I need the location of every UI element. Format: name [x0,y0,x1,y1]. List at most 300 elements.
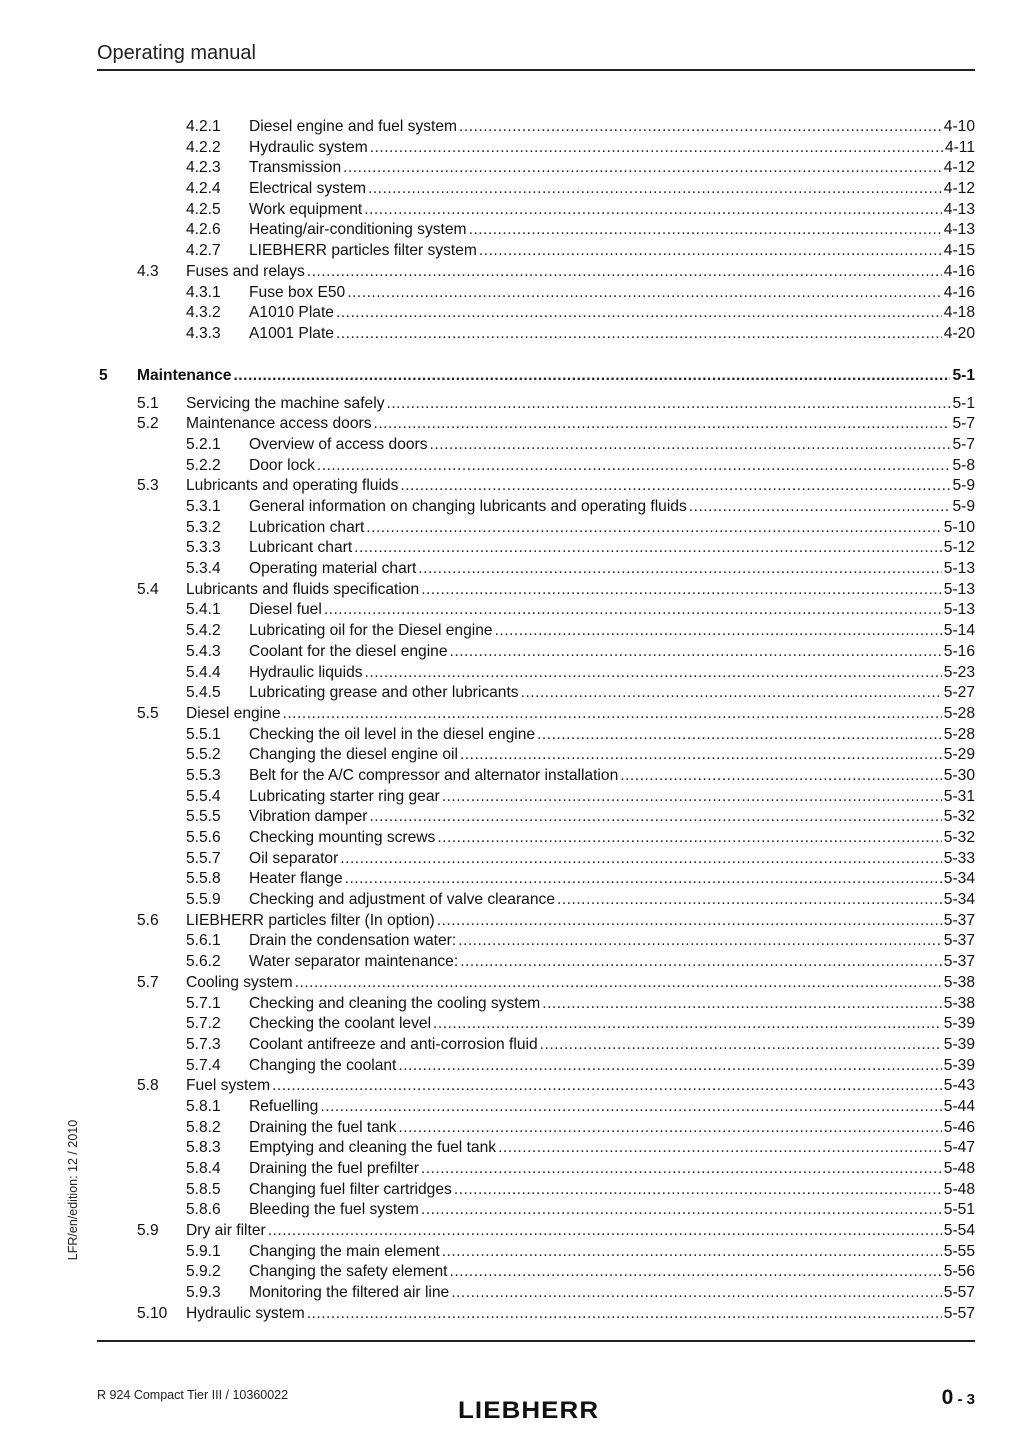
toc-section-number: 4.2.5 [186,200,221,218]
toc-dot-leader [689,497,951,518]
toc-entry-text [249,1283,975,1304]
toc-section-number: 5.5 [137,704,159,722]
toc-entry[interactable] [97,683,975,704]
toc-entry[interactable] [97,1138,975,1159]
toc-page-number: 5-54 [943,1222,975,1240]
toc-page-number: 5-13 [943,580,975,598]
toc-entry-text [186,1221,975,1242]
toc-page-number: 4-20 [943,324,975,342]
toc-page-number: 5-33 [943,849,975,867]
toc-dot-leader [374,414,951,435]
toc-page-number: 5-9 [952,477,975,495]
toc-entry[interactable] [97,1014,975,1035]
toc-section-title: Lubrication chart [249,518,365,536]
toc-section-title: Emptying and cleaning the fuel tank [249,1139,497,1157]
toc-dot-leader [479,241,942,262]
toc-section-title: Changing the coolant [249,1056,397,1074]
toc-dot-leader [336,303,942,324]
toc-entry[interactable] [97,1180,975,1201]
toc-entry-text [249,931,975,952]
toc-dot-leader [620,766,942,787]
toc-section-number: 5.8.6 [186,1201,221,1219]
page-number [942,1386,975,1410]
toc-page-number: 5-1 [952,394,975,412]
toc-entry[interactable] [97,518,975,539]
toc-section-number: 4.2.4 [186,180,221,198]
toc-entry[interactable] [97,538,975,559]
toc-dot-leader [557,890,942,911]
toc-entry[interactable] [97,435,975,456]
toc-page-number: 5-27 [943,684,975,702]
toc-section-number: 5.8.3 [186,1139,221,1157]
toc-page-number: 5-47 [943,1139,975,1157]
toc-entry-text [186,476,975,497]
toc-entry-text [249,725,975,746]
toc-section-number: 5.5.4 [186,787,221,805]
toc-section-number: 5.3.2 [186,518,221,536]
toc-entry-text [186,973,975,994]
toc-section-number: 5.8.1 [186,1097,221,1115]
toc-section-number: 5.5.9 [186,891,221,909]
toc-dot-leader [442,787,942,808]
toc-section-title: Vibration damper [249,808,368,826]
toc-entry-text [249,745,975,766]
toc-dot-leader [324,600,942,621]
toc-section-number: 5 [99,366,108,384]
toc-page-number: 4-12 [943,180,975,198]
toc-entry[interactable] [97,414,975,435]
toc-entry[interactable] [97,1159,975,1180]
toc-dot-leader [345,869,942,890]
toc-entry-text [249,849,975,870]
toc-section-title: Overview of access doors [249,435,428,453]
toc-dot-leader [437,828,941,849]
toc-entry-text [249,787,975,808]
toc-section-number: 5.5.3 [186,766,221,784]
toc-section-title: Lubricating oil for the Diesel engine [249,622,493,640]
toc-page-number: 5-48 [943,1180,975,1198]
toc-page-number: 5-12 [943,539,975,557]
toc-page-number: 5-7 [952,435,975,453]
toc-dot-leader [458,931,942,952]
toc-entry-text [249,1014,975,1035]
toc-entry[interactable] [97,725,975,746]
toc-entry[interactable] [97,1076,975,1097]
toc-section-title: Lubricating starter ring gear [249,787,440,805]
toc-entry[interactable] [97,476,975,497]
toc-section-title: Electrical system [249,180,366,198]
toc-entry[interactable] [97,807,975,828]
toc-section-title: Fuses and relays [186,262,305,280]
toc-section-number: 5.7 [137,973,159,991]
toc-section-title: Checking and cleaning the cooling system [249,994,541,1012]
toc-page-number: 4-18 [943,304,975,322]
toc-dot-leader [295,973,942,994]
toc-dot-leader [450,1262,942,1283]
toc-section-number: 5.4 [137,580,159,598]
toc-section-number: 4.3.2 [186,304,221,322]
toc-dot-leader [469,220,942,241]
toc-section-number: 4.3.3 [186,324,221,342]
toc-entry-text [249,179,975,200]
toc-section-title: Coolant antifreeze and anti-corrosion fluid [249,1035,538,1053]
toc-entry[interactable] [97,890,975,911]
toc-entry-text [249,138,975,159]
toc-dot-leader [451,1283,942,1304]
toc-section-number: 5.4.3 [186,642,221,660]
toc-section-number: 5.4.5 [186,684,221,702]
toc-section-title: Hydraulic system [186,1304,305,1322]
toc-entry[interactable] [97,1056,975,1077]
toc-dot-leader [400,476,950,497]
toc-entry[interactable] [97,704,975,725]
toc-dot-leader [542,994,942,1015]
toc-section-title: A1010 Plate [249,304,334,322]
toc-dot-leader [398,1118,941,1139]
toc-section-number: 5.2.2 [186,456,221,474]
toc-entry[interactable] [97,1242,975,1263]
toc-entry[interactable] [97,220,975,241]
toc-entry[interactable] [97,869,975,890]
toc-page-number: 5-38 [943,994,975,1012]
toc-entry-text [249,497,975,518]
toc-section-number: 5.8.5 [186,1180,221,1198]
toc-section-title: Maintenance access doors [186,415,372,433]
toc-entry-text [249,869,975,890]
toc-section-title: Checking the oil level in the diesel engine [249,725,536,743]
toc-dot-leader [459,117,942,138]
table-of-contents [97,117,975,1325]
toc-page-number: 5-43 [943,1077,975,1095]
toc-section-title: Diesel engine and fuel system [249,118,458,135]
toc-page-number: 5-7 [952,415,975,433]
toc-entry-text [249,1138,975,1159]
header-divider [97,69,975,71]
toc-page-number: 5-46 [943,1118,975,1136]
toc-page-number: 5-13 [943,560,975,578]
toc-entry[interactable] [97,787,975,808]
toc-entry-text [249,952,975,973]
toc-page-number: 5-31 [943,787,975,805]
toc-entry[interactable] [97,200,975,221]
toc-section-number: 5.5.6 [186,829,221,846]
toc-section-title: Diesel fuel [249,601,322,619]
toc-section-number: 5.3.1 [186,498,221,515]
toc-entry[interactable] [97,621,975,642]
toc-entry-text [137,366,975,386]
toc-entry[interactable] [97,241,975,262]
toc-entry-text [249,324,975,345]
toc-section-title: Draining the fuel prefilter [249,1160,419,1177]
toc-page-number: 4-13 [943,200,975,218]
toc-section-title: Changing the main element [249,1242,440,1260]
toc-entry[interactable] [97,642,975,663]
toc-dot-leader [307,262,942,283]
toc-entry[interactable] [97,766,975,787]
toc-entry-text [186,911,975,932]
toc-page-number: 4-15 [943,242,975,260]
toc-page-number: 5-37 [943,911,975,929]
toc-entry-text [249,1200,975,1221]
toc-dot-leader [283,704,942,725]
toc-entry[interactable] [97,1118,975,1139]
toc-entry-text [249,1180,975,1201]
toc-entry-text [186,1304,975,1325]
toc-section-title: Heater flange [249,870,343,888]
toc-entry[interactable] [97,394,975,415]
toc-dot-leader [272,1076,942,1097]
toc-dot-leader [233,366,950,386]
toc-dot-leader [336,324,942,345]
toc-section-title: Monitoring the filtered air line [249,1284,450,1302]
toc-entry-text [249,220,975,241]
toc-entry-text [249,241,975,262]
toc-entry[interactable] [97,663,975,684]
toc-page-number: 4-16 [943,262,975,280]
toc-entry[interactable] [97,952,975,973]
toc-dot-leader [307,1304,942,1325]
toc-page-number: 5-55 [943,1242,975,1260]
toc-entry-text [249,435,975,456]
toc-page-number: 5-34 [943,891,975,909]
toc-section-number: 5.7.4 [186,1056,221,1074]
toc-entry-text [249,828,975,849]
toc-section-number: 5.5.7 [186,849,221,867]
toc-entry-text [186,580,975,601]
toc-page-number: 5-23 [943,663,975,681]
toc-dot-leader [368,179,942,200]
toc-section-number: 5.5.5 [186,808,221,826]
toc-section-number: 5.4.2 [186,622,221,640]
toc-entry[interactable] [97,497,975,518]
toc-entry-text [186,704,975,725]
toc-section-title: Oil separator [249,849,339,867]
toc-entry[interactable] [97,994,975,1015]
toc-section-title: Fuel system [186,1077,271,1095]
toc-entry-text [249,1056,975,1077]
toc-section-number: 5.9.2 [186,1263,221,1281]
toc-entry[interactable] [97,283,975,304]
toc-entry[interactable] [97,456,975,477]
toc-section-title: Drain the condensation water: [249,932,457,950]
toc-entry[interactable] [97,849,975,870]
toc-section-number: 5.7.2 [186,1015,221,1033]
toc-dot-leader [430,435,951,456]
toc-section-number: 5.9 [137,1222,159,1240]
toc-entry-text [249,303,975,324]
toc-dot-leader [369,807,941,828]
toc-section-number: 5.6.2 [186,953,221,971]
toc-entry-text [249,1118,975,1139]
toc-entry[interactable] [97,580,975,601]
toc-section-number: 5.7.1 [186,994,221,1012]
toc-section-title: Hydraulic system [249,138,368,156]
toc-entry[interactable] [97,262,975,283]
toc-section-title: Door lock [249,456,315,474]
toc-section-number: 5.8 [137,1077,159,1095]
toc-entry-text [249,890,975,911]
toc-entry-text [249,117,975,138]
toc-entry[interactable] [97,1035,975,1056]
toc-dot-leader [364,200,942,221]
toc-dot-leader [418,559,942,580]
toc-dot-leader [365,663,942,684]
toc-section-title: Cooling system [186,973,293,991]
toc-section-number: 5.4.1 [186,601,221,619]
toc-section-number: 5.3 [137,477,159,495]
toc-entry[interactable] [97,179,975,200]
toc-section-title: Diesel engine [186,704,281,722]
toc-dot-leader [521,683,942,704]
toc-section-number: 4.2.3 [186,159,221,177]
toc-entry-text [249,1262,975,1283]
toc-section-title: Lubricant chart [249,539,353,557]
footer-divider [97,1340,975,1342]
toc-dot-leader [340,849,942,870]
toc-section-title: LIEBHERR particles filter (In option) [186,911,435,929]
toc-section-number: 5.5.1 [186,725,221,743]
toc-section-number: 4.2.2 [186,138,221,156]
toc-entry-text [249,600,975,621]
toc-section-number: 5.1 [137,394,159,412]
toc-section-title: Checking the coolant level [249,1015,432,1033]
toc-entry[interactable] [97,1283,975,1304]
toc-page-number: 5-38 [943,973,975,991]
toc-section-title: Checking and adjustment of valve clearance [249,891,555,909]
toc-section-number: 4.3.1 [186,283,221,301]
toc-section-number: 5.10 [137,1304,168,1322]
toc-entry[interactable] [97,1097,975,1118]
toc-section-title: Refuelling [249,1097,319,1115]
toc-entry-text [186,262,975,283]
toc-entry[interactable] [97,828,975,849]
toc-entry-text [249,283,975,304]
toc-section-title: A1001 Plate [249,324,334,342]
toc-dot-leader [421,1200,942,1221]
toc-section-title: Belt for the A/C compressor and alternator installation [249,766,619,784]
toc-entry[interactable] [97,931,975,952]
toc-section-title: Fuse box E50 [249,283,346,301]
toc-page-number: 5-39 [943,1056,975,1074]
toc-dot-leader [537,725,942,746]
toc-dot-leader [398,1056,941,1077]
toc-section-number: 5.9.3 [186,1284,221,1302]
toc-entry-text [249,642,975,663]
toc-entry-text [249,807,975,828]
toc-entry[interactable] [97,117,975,138]
toc-entry[interactable] [97,600,975,621]
toc-page-number: 5-8 [952,456,975,474]
toc-page-number: 5-57 [943,1304,975,1322]
toc-entry[interactable] [97,1262,975,1283]
toc-dot-leader [421,1159,942,1180]
toc-dot-leader [433,1014,942,1035]
toc-entry[interactable] [97,911,975,932]
toc-entry-text [186,414,975,435]
page-separator: - [953,1391,967,1408]
toc-page-number: 5-39 [943,1035,975,1053]
toc-section-title: Checking mounting screws [249,829,436,846]
toc-entry-text [249,1159,975,1180]
toc-page-number: 5-57 [943,1284,975,1302]
toc-entry[interactable] [97,303,975,324]
toc-section-number: 5.2 [137,415,159,433]
toc-section-title: Lubricating grease and other lubricants [249,684,519,702]
toc-chapter-row[interactable] [97,366,975,386]
toc-entry[interactable] [97,973,975,994]
toc-entry-text [249,621,975,642]
toc-section-number: 5.5.2 [186,746,221,764]
toc-entry-text [249,200,975,221]
toc-entry-text [249,683,975,704]
toc-section-number: 4.2.6 [186,221,221,239]
toc-page-number: 5-16 [943,642,975,660]
toc-section-number: 5.6 [137,911,159,929]
toc-section-title: Hydraulic liquids [249,663,363,681]
toc-section-title: Dry air filter [186,1222,266,1240]
toc-section-title: Draining the fuel tank [249,1118,397,1136]
toc-section-title: Heating/air-conditioning system [249,221,467,239]
toc-section-title: Maintenance [137,366,232,384]
toc-dot-leader [320,1097,941,1118]
toc-section-title: Transmission [249,159,342,177]
toc-entry[interactable] [97,138,975,159]
toc-entry-text [249,456,975,477]
toc-entry[interactable] [97,559,975,580]
toc-entry-text [249,1035,975,1056]
toc-section-number: 4.2.7 [186,242,221,260]
toc-dot-leader [450,642,942,663]
toc-page-number: 4-12 [943,159,975,177]
toc-section-title: LIEBHERR particles filter system [249,242,477,260]
toc-dot-leader [460,952,942,973]
toc-section-title: Changing fuel filter cartridges [249,1180,452,1198]
toc-entry[interactable] [97,158,975,179]
toc-dot-leader [317,456,951,477]
toc-page-number: 5-37 [943,953,975,971]
edition-note: LFR/en/edition: 12 / 2010 [66,1119,80,1261]
toc-page-number: 4-11 [944,138,975,156]
toc-page-number: 5-28 [943,725,975,743]
toc-section-title: Bleeding the fuel system [249,1201,419,1219]
toc-entry[interactable] [97,1200,975,1221]
toc-section-number: 5.4.4 [186,663,221,681]
toc-page-number: 5-32 [943,808,975,826]
toc-entry[interactable] [97,1304,975,1325]
toc-entry[interactable] [97,745,975,766]
toc-dot-leader [437,911,942,932]
toc-entry-text [186,394,975,415]
toc-page-number: 5-44 [943,1097,975,1115]
toc-dot-leader [495,621,942,642]
toc-entry-text [249,518,975,539]
toc-dot-leader [454,1180,942,1201]
toc-section-number: 5.9.1 [186,1242,221,1260]
toc-dot-leader [421,580,942,601]
toc-section-number: 5.6.1 [186,932,221,950]
toc-entry[interactable] [97,324,975,345]
toc-dot-leader [343,158,942,179]
toc-section-number: 5.8.4 [186,1160,221,1177]
toc-entry-text [249,559,975,580]
toc-page-number: 5-1 [952,366,975,384]
toc-section-number: 4.3 [137,262,159,280]
toc-dot-leader [268,1221,942,1242]
toc-page-number: 4-16 [943,283,975,301]
toc-entry[interactable] [97,1221,975,1242]
toc-dot-leader [387,394,951,415]
toc-section-number: 5.3.3 [186,539,221,557]
